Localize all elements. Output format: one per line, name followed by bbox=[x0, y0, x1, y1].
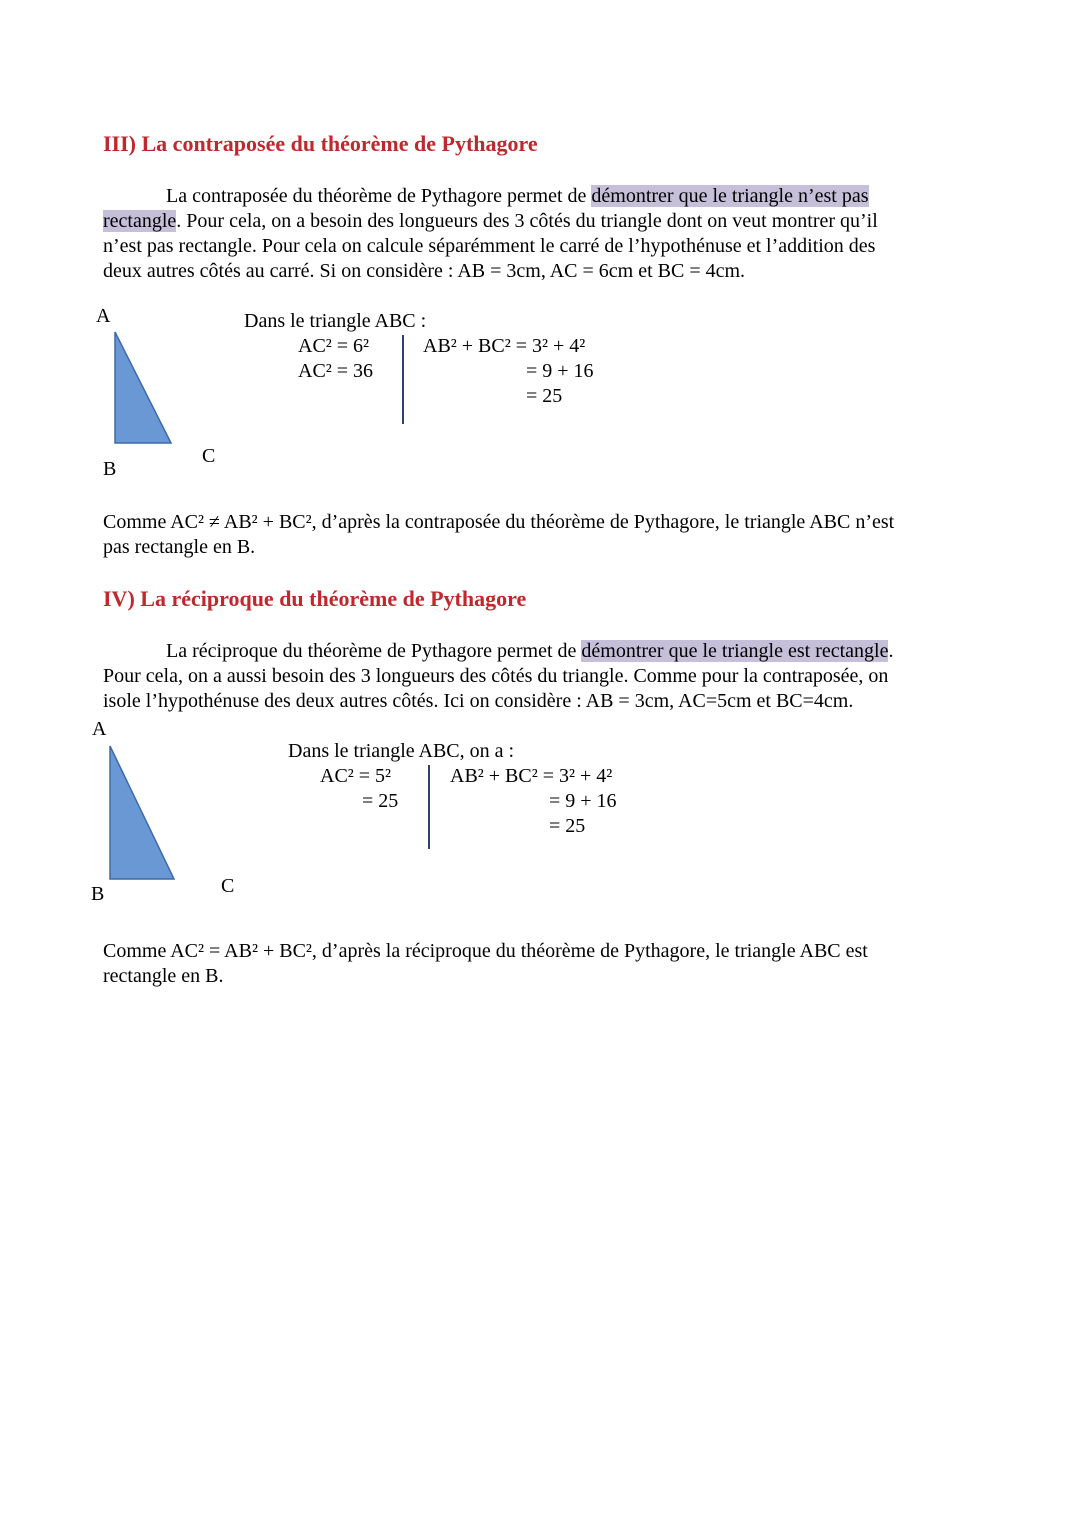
para-text: deux autres côtés au carré. Si on considère : AB = 3cm, AC = 6cm et BC = 4cm. bbox=[103, 260, 746, 282]
section-3-title: III) La contraposée du théorème de Pythagore bbox=[103, 131, 538, 156]
conclusion-text: Comme AC² = AB² + BC², d’après la réciproque du théorème de Pythagore, le triangle ABC est bbox=[103, 940, 868, 962]
calc-intro: Dans le triangle ABC : bbox=[244, 310, 427, 332]
calc-right-3: = 25 bbox=[549, 815, 586, 837]
calc-right-1: AB² + BC² = 3² + 4² bbox=[450, 765, 613, 787]
calc-divider bbox=[402, 335, 404, 424]
section-3-paragraph bbox=[103, 184, 965, 284]
vertex-label-a: A bbox=[92, 718, 107, 740]
para-text: La contraposée du théorème de Pythagore permet de bbox=[166, 185, 592, 207]
highlighted-text: démontrer que le triangle est rectangle bbox=[581, 640, 889, 662]
section-4-title: IV) La réciproque du théorème de Pythagore bbox=[103, 586, 527, 611]
calc-left-1: AC² = 5² bbox=[320, 765, 392, 787]
para-text: . Pour cela, on a besoin des longueurs des 3 côtés du triangle dont on veut montrer qu’il bbox=[176, 210, 878, 232]
calc-left-2: = 25 bbox=[362, 790, 399, 812]
calc-divider bbox=[428, 765, 430, 849]
calc-right-2: = 9 + 16 bbox=[526, 360, 594, 382]
conclusion-text: rectangle en B. bbox=[103, 965, 224, 987]
vertex-label-c: C bbox=[202, 445, 216, 467]
triangle-figure-2 bbox=[105, 742, 179, 882]
para-text: n’est pas rectangle. Pour cela on calcule séparémment le carré de l’hypothénuse et l’addition des bbox=[103, 235, 876, 257]
para-text: Pour cela, on a aussi besoin des 3 longueurs des côtés du triangle. Comme pour la contraposée, on bbox=[103, 665, 889, 687]
calc-right-2: = 9 + 16 bbox=[549, 790, 617, 812]
section-3-conclusion bbox=[103, 510, 965, 560]
calc-intro: Dans le triangle ABC, on a : bbox=[288, 740, 515, 762]
calc-right-1: AB² + BC² = 3² + 4² bbox=[423, 335, 586, 357]
vertex-label-a: A bbox=[96, 305, 111, 327]
triangle-shape bbox=[115, 332, 171, 443]
highlighted-text: rectangle bbox=[103, 210, 177, 232]
highlighted-text: démontrer que le triangle n’est pas bbox=[591, 185, 869, 207]
para-text: La réciproque du théorème de Pythagore permet de bbox=[166, 640, 582, 662]
vertex-label-b: B bbox=[91, 883, 105, 905]
conclusion-text: Comme AC² ≠ AB² + BC², d’après la contraposée du théorème de Pythagore, le triangle ABC n’est bbox=[103, 511, 895, 533]
para-text: isole l’hypothénuse des deux autres côtés. Ici on considère : AB = 3cm, AC=5cm et BC=4cm. bbox=[103, 690, 854, 712]
para-text: . bbox=[888, 640, 894, 662]
triangle-shape bbox=[110, 746, 174, 879]
calc-right-3: = 25 bbox=[526, 385, 563, 407]
conclusion-text: pas rectangle en B. bbox=[103, 536, 256, 558]
section-4-paragraph bbox=[103, 639, 965, 714]
vertex-label-c: C bbox=[221, 875, 235, 897]
vertex-label-b: B bbox=[103, 458, 117, 480]
calc-left-2: AC² = 36 bbox=[298, 360, 374, 382]
calc-left-1: AC² = 6² bbox=[298, 335, 370, 357]
section-4-conclusion bbox=[103, 939, 965, 989]
triangle-figure-1 bbox=[110, 328, 176, 446]
